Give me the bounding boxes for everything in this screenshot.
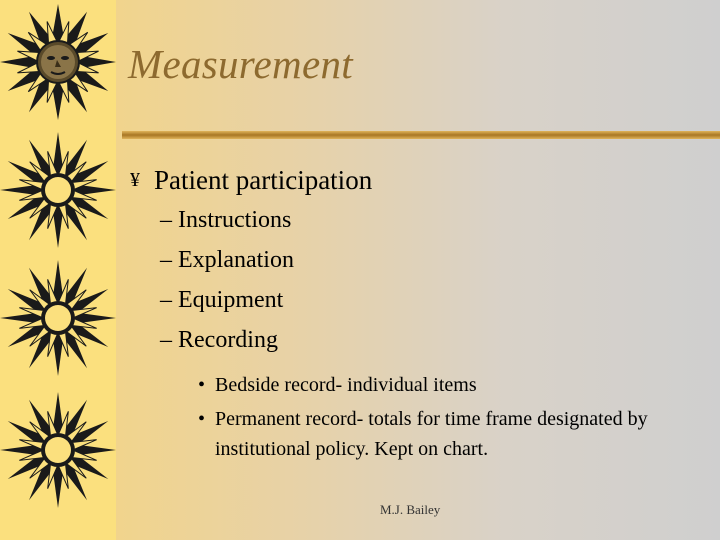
detail-bullet bbox=[130, 404, 710, 464]
footer-author: M.J. Bailey bbox=[380, 502, 441, 517]
dot-bullet: • bbox=[198, 408, 206, 430]
sub-bullet bbox=[130, 280, 710, 320]
sun-decorations bbox=[0, 0, 116, 540]
sun-icon bbox=[0, 260, 116, 376]
detail-bullet-text: Permanent record- totals for time frame designated by institutional policy. Kept on chart. bbox=[215, 408, 648, 460]
sub-bullet-text: Recording bbox=[178, 327, 278, 353]
sub-bullet-text: Explanation bbox=[178, 247, 294, 273]
yen-bullet-icon: ¥ bbox=[130, 169, 140, 191]
sun-icon bbox=[0, 392, 116, 508]
title-underline bbox=[122, 129, 720, 141]
dash-bullet: – bbox=[160, 247, 172, 273]
sub-bullet bbox=[130, 200, 710, 240]
slide-title: Measurement bbox=[128, 41, 353, 87]
sun-icon bbox=[0, 132, 116, 248]
sub-bullet-text: Instructions bbox=[178, 207, 292, 233]
dash-bullet: – bbox=[160, 287, 172, 313]
dash-bullet: – bbox=[160, 207, 172, 233]
detail-bullet-text: Bedside record- individual items bbox=[215, 374, 477, 396]
sun-face-icon bbox=[0, 4, 116, 120]
main-bullet bbox=[130, 160, 710, 200]
slide-body bbox=[130, 160, 710, 464]
sub-bullet bbox=[130, 320, 710, 360]
sub-bullet-text: Equipment bbox=[178, 287, 284, 313]
sub-bullet bbox=[130, 240, 710, 280]
dash-bullet: – bbox=[160, 327, 172, 353]
detail-bullet bbox=[130, 370, 710, 400]
dot-bullet: • bbox=[198, 374, 206, 396]
main-bullet-text: Patient participation bbox=[154, 165, 373, 195]
